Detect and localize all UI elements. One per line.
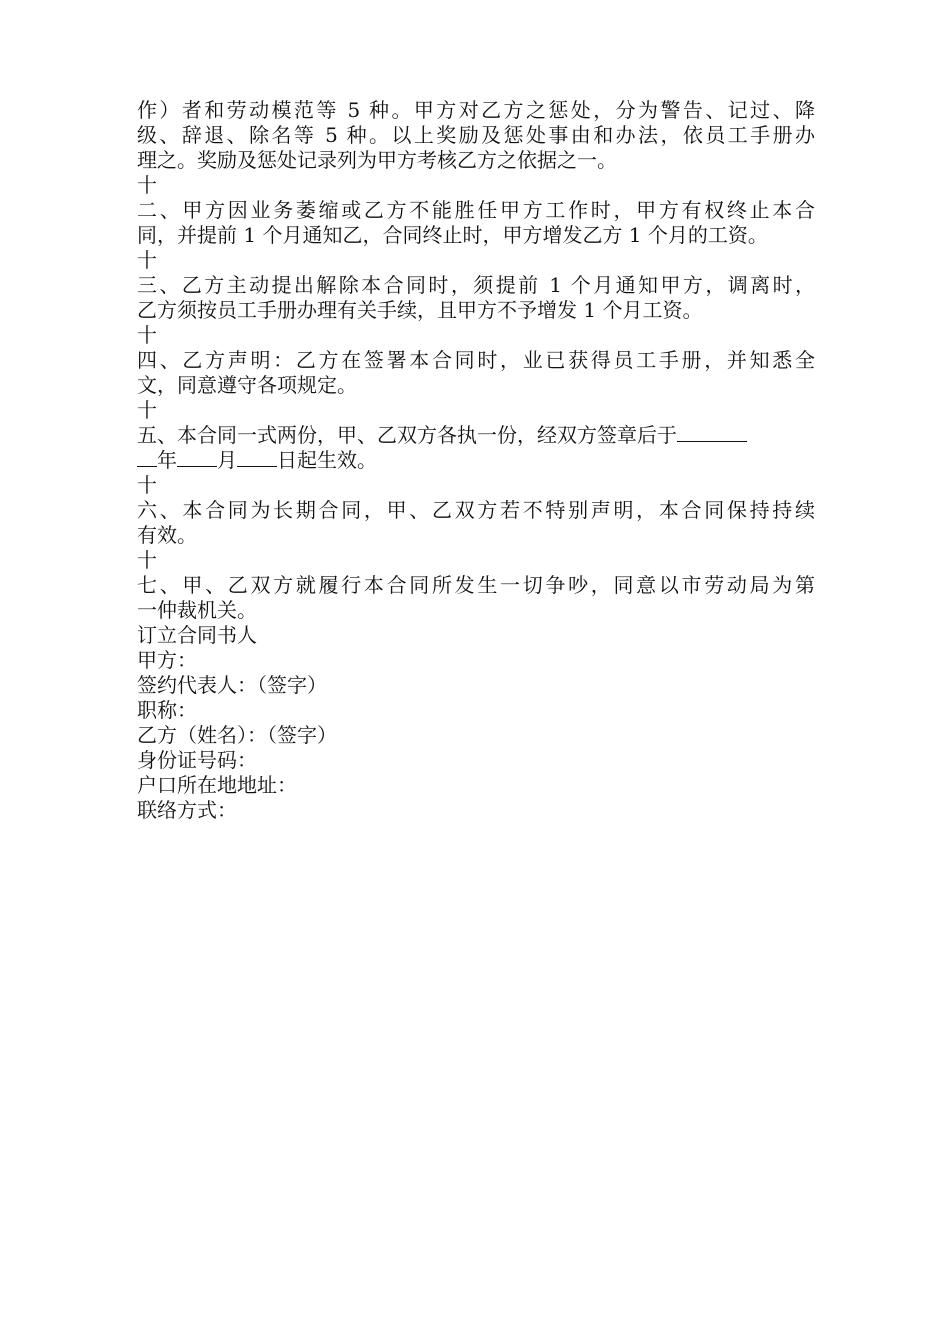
text-line: 级、辞退、除名等 5 种。以上奖励及惩处事由和办法，依员工手册办 [137, 123, 815, 147]
clause-7 [137, 573, 815, 623]
date-blank-month[interactable] [177, 448, 217, 467]
party-b-label: 乙方（姓名）：（签字） [137, 723, 337, 747]
date-blank-day[interactable] [237, 448, 277, 467]
text-line: 有效。 [137, 523, 197, 547]
document-page [137, 98, 815, 823]
date-blank-year-lead[interactable] [677, 423, 747, 442]
text-line: 文，同意遵守各项规定。 [137, 373, 357, 397]
representative-label: 签约代表人：（签字） [137, 673, 327, 697]
text-line [137, 423, 815, 448]
id-number-label: 身份证号码： [137, 748, 257, 772]
text-line: 作）者和劳动模范等 5 种。甲方对乙方之惩处，分为警告、记过、降 [137, 98, 815, 122]
text-line: 一仲裁机关。 [137, 598, 257, 622]
party-a-label: 甲方： [137, 648, 197, 672]
clause-2 [137, 198, 815, 248]
month-label: 月 [217, 448, 237, 472]
clause-5 [137, 423, 815, 473]
section-marker: 十 [137, 398, 157, 422]
clause-3 [137, 273, 815, 323]
clause-5-text: 五、本合同一式两份，甲、乙双方各执一份，经双方签章后于 [137, 423, 677, 447]
text-line: 二、甲方因业务萎缩或乙方不能胜任甲方工作时，甲方有权终止本合 [137, 198, 815, 222]
text-line: 三、乙方主动提出解除本合同时，须提前 1 个月通知甲方，调离时， [137, 273, 815, 297]
signature-heading: 订立合同书人 [137, 623, 257, 647]
text-line: 同，并提前 1 个月通知乙，合同终止时，甲方增发乙方 1 个月的工资。 [137, 223, 768, 247]
date-blank-year[interactable] [137, 448, 157, 467]
text-line: 理之。奖励及惩处记录列为甲方考核乙方之依据之一。 [137, 148, 617, 172]
section-marker: 十 [137, 323, 157, 347]
year-label: 年 [157, 448, 177, 472]
text-line: 六、本合同为长期合同，甲、乙双方若不特别声明，本合同保持持续 [137, 498, 815, 522]
job-title-label: 职称： [137, 698, 197, 722]
clause-6 [137, 498, 815, 548]
section-marker: 十 [137, 473, 157, 497]
contact-label: 联络方式： [137, 798, 237, 822]
address-label: 户口所在地地址： [137, 773, 297, 797]
day-suffix: 日起生效。 [277, 448, 377, 472]
text-line: 乙方须按员工手册办理有关手续，且甲方不予增发 1 个月工资。 [137, 298, 703, 322]
section-marker: 十 [137, 248, 157, 272]
text-line: 四、乙方声明：乙方在签署本合同时，业已获得员工手册，并知悉全 [137, 348, 815, 372]
text-line: 七、甲、乙双方就履行本合同所发生一切争吵，同意以市劳动局为第 [137, 573, 815, 597]
clause-4 [137, 348, 815, 398]
text-line [137, 448, 815, 473]
section-marker: 十 [137, 548, 157, 572]
section-marker: 十 [137, 173, 157, 197]
signature-block [137, 623, 815, 823]
paragraph-rewards-penalties [137, 98, 815, 173]
